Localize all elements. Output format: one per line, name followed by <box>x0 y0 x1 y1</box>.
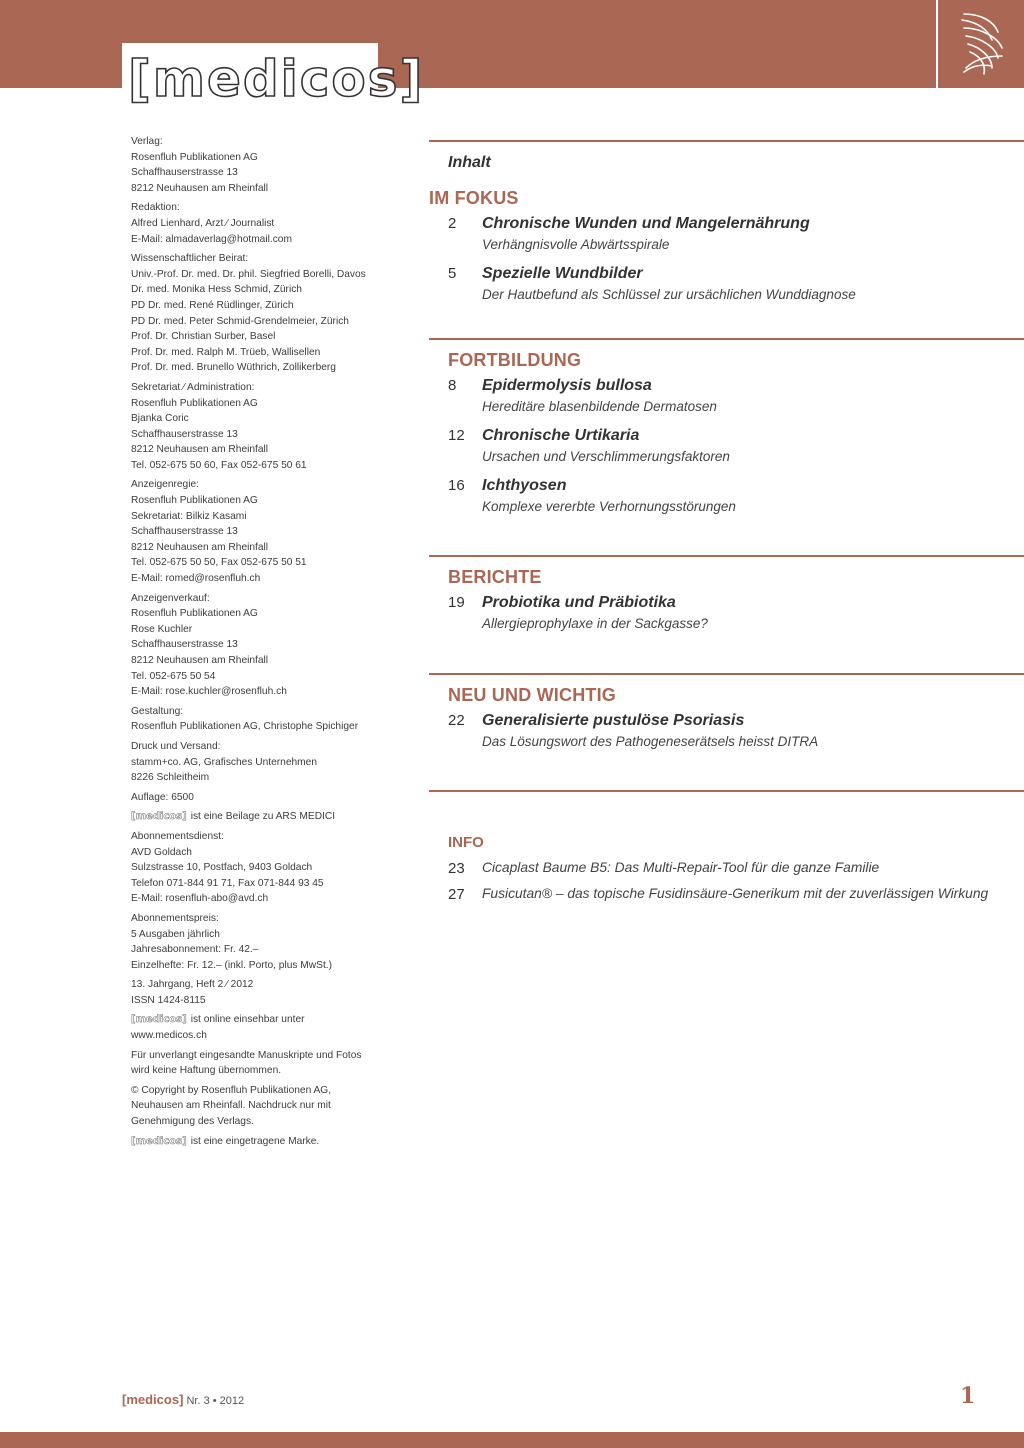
masthead-line: Genehmigung des Verlags. <box>131 1116 254 1128</box>
masthead-line: Anzeigenregie: <box>131 479 199 491</box>
info-page-number: 27 <box>448 886 465 903</box>
brand-logo: [medicos] <box>128 50 425 108</box>
masthead-block <box>131 809 381 825</box>
masthead-line: Sekretariat: Bilkiz Kasami <box>131 510 247 522</box>
entry-subtitle: Das Lösungswort des Pathogeneserätsels heisst DITRA <box>482 734 819 749</box>
section-rule <box>429 790 1024 792</box>
masthead-block <box>131 911 381 973</box>
section-title: IM FOKUS <box>429 188 519 208</box>
masthead-block <box>131 977 381 1008</box>
bottom-band <box>0 1432 1024 1448</box>
masthead-line: © Copyright by Rosenfluh Publikationen AG, <box>131 1084 332 1096</box>
masthead-line: Jahresabonnement: Fr. 42.– <box>131 944 259 956</box>
entry-subtitle: Verhängnisvolle Abwärtsspirale <box>482 237 670 252</box>
entry-subtitle: Komplexe vererbte Verhornungsstörungen <box>482 499 736 514</box>
entry-page-number: 19 <box>448 594 465 611</box>
masthead-line: Gestaltung: <box>131 705 184 717</box>
masthead-line: Schaffhauserstrasse 13 <box>131 639 238 651</box>
masthead-line: 8212 Neuhausen am Rheinfall <box>131 541 269 553</box>
entry-title: Spezielle Wundbilder <box>482 265 643 282</box>
masthead-line: E-Mail: almadaverlag@hotmail.com <box>131 233 292 245</box>
entry-title: Chronische Wunden und Mangelernährung <box>482 215 810 232</box>
masthead-line: Schaffhauserstrasse 13 <box>131 167 238 179</box>
masthead-line: AVD Goldach <box>131 846 192 858</box>
masthead-block <box>131 1083 381 1130</box>
masthead-line: Rose Kuchler <box>131 623 193 635</box>
masthead-line: E-Mail: romed@rosenfluh.ch <box>131 573 261 585</box>
masthead-line: Anzeigenverkauf: <box>131 592 210 604</box>
feather-fan-icon <box>952 8 1008 80</box>
masthead-line: 13. Jahrgang, Heft 2 ⁄ 2012 <box>131 979 254 991</box>
entry-subtitle: Hereditäre blasenbildende Dermatosen <box>482 399 717 414</box>
masthead-line: Abonnementspreis: <box>131 912 219 924</box>
masthead-line: Verlag: <box>131 136 163 147</box>
header-divider <box>936 0 938 88</box>
entry-page-number: 22 <box>448 712 465 729</box>
masthead-line: Prof. Dr. med. Brunello Wüthrich, Zollikerberg <box>131 362 336 374</box>
entry-page-number: 12 <box>448 427 465 444</box>
masthead-line: Alfred Lienhard, Arzt ⁄ Journalist <box>131 217 275 229</box>
masthead-line: Einzelhefte: Fr. 12.– (inkl. Porto, plus MwSt.) <box>131 959 332 971</box>
masthead-block <box>131 790 381 806</box>
masthead-line: Sekretariat ⁄ Administration: <box>131 381 255 393</box>
toc-heading: Inhalt <box>448 154 491 171</box>
masthead-imprint <box>131 134 381 1153</box>
footer-issue: Nr. 3 • 2012 <box>186 1395 245 1407</box>
entry-title: Ichthyosen <box>482 477 567 494</box>
mini-logo: [medicos] <box>131 1135 187 1147</box>
masthead-block <box>131 251 381 376</box>
masthead-line: Sulzstrasse 10, Postfach, 9403 Goldach <box>131 862 313 874</box>
masthead-block <box>131 200 381 247</box>
masthead-line: www.medicos.ch <box>131 1030 207 1042</box>
section-rule <box>429 673 1024 675</box>
entry-page-number: 5 <box>448 265 457 282</box>
entry-page-number: 16 <box>448 477 465 494</box>
masthead-line: E-Mail: rosenfluh-abo@avd.ch <box>131 893 269 905</box>
masthead-block <box>131 1048 381 1079</box>
masthead-block <box>131 380 381 474</box>
masthead-line: Prof. Dr. Christian Surber, Basel <box>131 331 276 343</box>
section-rule <box>429 338 1024 340</box>
section-rule <box>429 555 1024 557</box>
toc-rule <box>429 140 1024 142</box>
masthead-line: PD Dr. med. René Rüdlinger, Zürich <box>131 299 294 311</box>
masthead-line: Rosenfluh Publikationen AG <box>131 397 258 409</box>
masthead-line: stamm+co. AG, Grafisches Unternehmen <box>131 756 317 768</box>
section-title: FORTBILDUNG <box>448 350 582 370</box>
entry-subtitle: Der Hautbefund als Schlüssel zur ursächlichen Wunddiagnose <box>482 287 856 302</box>
masthead-block <box>131 704 381 735</box>
masthead-line: 8226 Schleitheim <box>131 772 210 784</box>
masthead-line: wird keine Haftung übernommen. <box>131 1065 282 1077</box>
masthead-line: Redaktion: <box>131 202 180 214</box>
masthead-line: 8212 Neuhausen am Rheinfall <box>131 182 269 194</box>
masthead-line: 8212 Neuhausen am Rheinfall <box>131 444 269 456</box>
masthead-line: Neuhausen am Rheinfall. Nachdruck nur mit <box>131 1100 331 1112</box>
masthead-line: Prof. Dr. med. Ralph M. Trüeb, Wallisellen <box>131 346 321 358</box>
masthead-line: E-Mail: rose.kuchler@rosenfluh.ch <box>131 686 287 698</box>
masthead-block <box>131 1012 381 1043</box>
masthead-line: Tel. 052-675 50 50, Fax 052-675 50 51 <box>131 557 307 569</box>
entry-title: Probiotika und Präbiotika <box>482 594 676 611</box>
masthead-line: Druck und Versand: <box>131 740 221 752</box>
footer <box>122 1392 244 1407</box>
masthead-line: Schaffhauserstrasse 13 <box>131 428 238 440</box>
masthead-line: Rosenfluh Publikationen AG, Christophe Spichiger <box>131 721 359 733</box>
entry-page-number: 8 <box>448 377 457 394</box>
masthead-line: Bjanka Coric <box>131 413 189 425</box>
mini-logo: [medicos] <box>131 1014 187 1026</box>
masthead-block <box>131 477 381 586</box>
info-page-number: 23 <box>448 860 465 877</box>
masthead-line: Univ.-Prof. Dr. med. Dr. phil. Siegfried Borelli, Davos <box>131 268 366 280</box>
masthead-block <box>131 829 381 907</box>
info-title: INFO <box>448 834 484 851</box>
masthead-line: PD Dr. med. Peter Schmid-Grendelmeier, Zürich <box>131 315 349 327</box>
masthead-line: [medicos] ist online einsehbar unter <box>131 1014 305 1026</box>
masthead-line: Tel. 052-675 50 54 <box>131 670 216 682</box>
entry-subtitle: Ursachen und Verschlimmerungsfaktoren <box>482 449 730 464</box>
masthead-line: Telefon 071-844 91 71, Fax 071-844 93 45 <box>131 877 324 889</box>
masthead-line: Schaffhauserstrasse 13 <box>131 526 238 538</box>
masthead-line: Rosenfluh Publikationen AG <box>131 151 258 163</box>
section-title: NEU UND WICHTIG <box>448 685 616 705</box>
masthead-line: 8212 Neuhausen am Rheinfall <box>131 655 269 666</box>
masthead-line: ISSN 1424-8115 <box>131 994 206 1006</box>
masthead-line: Auflage: 6500 <box>131 791 194 803</box>
masthead-block <box>131 591 381 700</box>
masthead-line: Dr. med. Monika Hess Schmid, Zürich <box>131 284 302 296</box>
masthead-line: Tel. 052-675 50 60, Fax 052-675 50 61 <box>131 459 307 471</box>
masthead-block <box>131 1134 381 1150</box>
info-text: Cicaplast Baume B5: Das Multi-Repair-Tool für die ganze Familie <box>482 860 880 875</box>
entry-subtitle: Allergieprophylaxe in der Sackgasse? <box>482 616 708 631</box>
masthead-block <box>131 739 381 786</box>
masthead-line: Abonnementsdienst: <box>131 830 224 842</box>
masthead-line: 5 Ausgaben jährlich <box>131 928 220 940</box>
footer-brand: [medicos] <box>122 1392 184 1407</box>
entry-title: Epidermolysis bullosa <box>482 377 652 394</box>
entry-title: Generalisierte pustulöse Psoriasis <box>482 712 745 729</box>
page-number: 1 <box>960 1383 976 1409</box>
masthead-line: Rosenfluh Publikationen AG <box>131 608 258 620</box>
entry-title: Chronische Urtikaria <box>482 427 640 444</box>
masthead-line: [medicos] ist eine Beilage zu ARS MEDICI <box>131 811 336 823</box>
masthead-line: Rosenfluh Publikationen AG <box>131 495 258 507</box>
section-title: BERICHTE <box>448 567 542 587</box>
mini-logo: [medicos] <box>131 811 187 823</box>
masthead-block <box>131 134 381 196</box>
info-text: Fusicutan® – das topische Fusidinsäure-Generikum mit der zuverlässigen Wirkung <box>482 886 989 901</box>
masthead-line: [medicos] ist eine eingetragene Marke. <box>131 1135 320 1147</box>
masthead-line: Für unverlangt eingesandte Manuskripte und Fotos <box>131 1049 362 1061</box>
entry-page-number: 2 <box>448 215 457 232</box>
masthead-line: Wissenschaftlicher Beirat: <box>131 253 249 265</box>
